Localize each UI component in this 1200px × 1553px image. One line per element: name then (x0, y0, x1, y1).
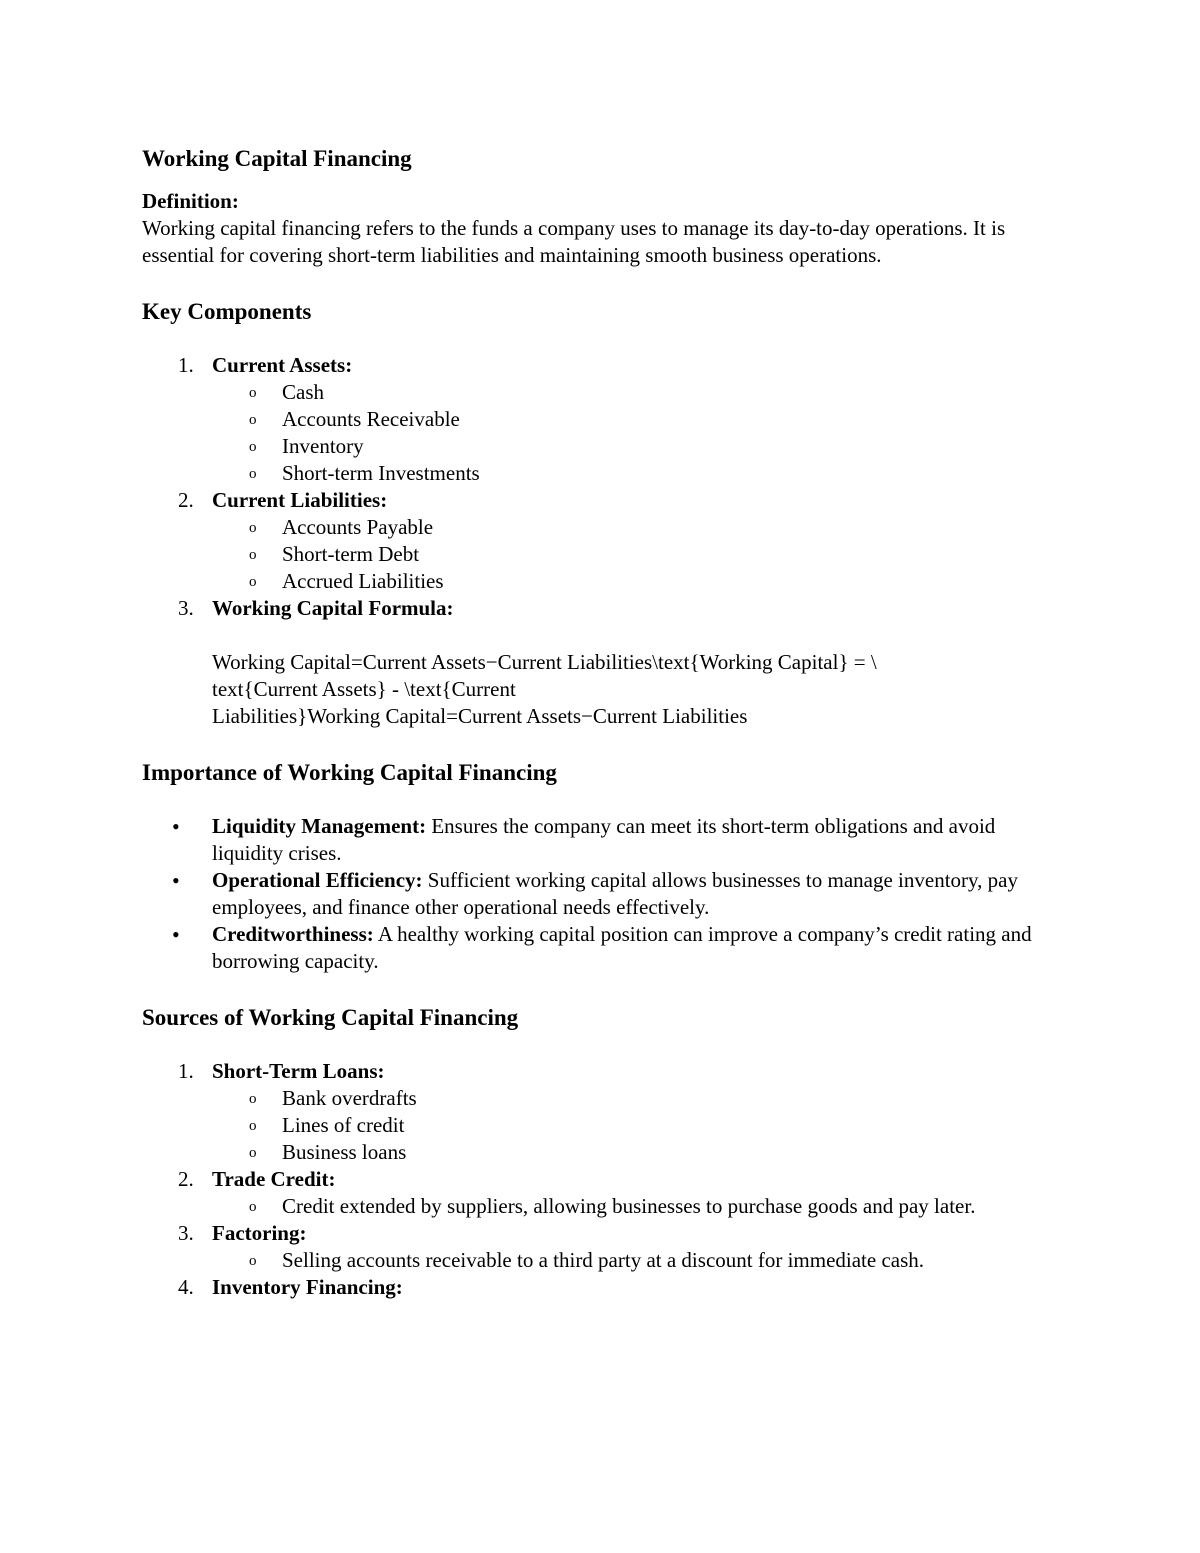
definition-text: Working capital financing refers to the funds a company uses to manage its day-to-day operations. It is essential for covering short-term liabilities and maintaining smooth business operations. (142, 216, 1006, 267)
sub-list-item-text: Selling accounts receivable to a third party at a discount for immediate cash. (282, 1248, 925, 1272)
bullet-item (142, 813, 1052, 867)
circle-bullet-icon: o (249, 547, 257, 563)
formula-block (212, 649, 1052, 730)
list-number: 1. (178, 353, 194, 377)
sub-list-item (142, 568, 1052, 595)
list-number: 3. (178, 1221, 194, 1245)
list-item (142, 1274, 1052, 1301)
key-components-list (142, 352, 1052, 730)
list-item-label: Trade Credit: (212, 1167, 336, 1191)
bullet-icon: • (172, 922, 180, 947)
definition-section (142, 188, 1052, 269)
importance-heading: Importance of Working Capital Financing (142, 760, 557, 785)
bullet-text: Ensures the company can meet its short-term obligations and avoid liquidity crises. (212, 814, 996, 865)
sub-list (212, 1085, 1052, 1166)
bullet-label: Operational Efficiency: (212, 868, 423, 892)
circle-bullet-icon: o (249, 520, 257, 536)
sub-list-item-text: Bank overdrafts (282, 1086, 417, 1110)
formula-line: Liabilities}Working Capital=Current Assets−Current Liabilities (212, 704, 748, 728)
circle-bullet-icon: o (249, 439, 257, 455)
formula-line: Working Capital=Current Assets−Current Liabilities\text{Working Capital} = \ (212, 650, 877, 674)
list-item-label: Working Capital Formula: (212, 596, 454, 620)
circle-bullet-icon: o (249, 412, 257, 428)
definition-label: Definition: (142, 189, 239, 213)
sub-list-item-text: Short-term Investments (282, 461, 480, 485)
sub-list-item (142, 541, 1052, 568)
bullet-item (142, 867, 1052, 921)
document-title: Working Capital Financing (142, 146, 412, 171)
sub-list-item-text: Cash (282, 380, 324, 404)
list-number: 2. (178, 1167, 194, 1191)
bullet-icon: • (172, 814, 180, 839)
list-item (142, 1166, 1052, 1220)
list-item (142, 595, 1052, 730)
circle-bullet-icon: o (249, 466, 257, 482)
circle-bullet-icon: o (249, 1199, 257, 1215)
sub-list-item (142, 514, 1052, 541)
sub-list-item (142, 379, 1052, 406)
bullet-item (142, 921, 1052, 975)
sub-list-item (142, 1247, 1052, 1274)
sub-list-item (142, 406, 1052, 433)
sub-list-item-text: Lines of credit (282, 1113, 405, 1137)
list-item-label: Inventory Financing: (212, 1275, 403, 1299)
sub-list (212, 379, 1052, 487)
list-number: 1. (178, 1059, 194, 1083)
list-number: 3. (178, 596, 194, 620)
key-components-heading: Key Components (142, 299, 312, 324)
list-item-label: Short-Term Loans: (212, 1059, 385, 1083)
list-item-label: Current Assets: (212, 353, 353, 377)
sub-list-item (142, 1139, 1052, 1166)
sub-list-item-text: Accrued Liabilities (282, 569, 444, 593)
sub-list (212, 1193, 1052, 1220)
bullet-text: A healthy working capital position can improve a company’s credit rating and borrowing capacity. (212, 922, 1032, 973)
bullet-icon: • (172, 868, 180, 893)
sub-list-item-text: Credit extended by suppliers, allowing businesses to purchase goods and pay later. (282, 1194, 976, 1218)
circle-bullet-icon: o (249, 1091, 257, 1107)
bullet-label: Creditworthiness: (212, 922, 374, 946)
sub-list-item (142, 433, 1052, 460)
list-item-label: Current Liabilities: (212, 488, 388, 512)
circle-bullet-icon: o (249, 1145, 257, 1161)
sub-list-item-text: Accounts Receivable (282, 407, 460, 431)
list-number: 2. (178, 488, 194, 512)
document-body (142, 144, 1052, 1301)
bullet-label: Liquidity Management: (212, 814, 427, 838)
sub-list-item-text: Business loans (282, 1140, 407, 1164)
sub-list-item-text: Accounts Payable (282, 515, 434, 539)
circle-bullet-icon: o (249, 1118, 257, 1134)
list-item (142, 352, 1052, 487)
sources-heading: Sources of Working Capital Financing (142, 1005, 519, 1030)
formula-line: text{Current Assets} - \text{Current (212, 677, 516, 701)
list-item-label: Factoring: (212, 1221, 307, 1245)
sub-list-item (142, 460, 1052, 487)
sub-list-item-text: Inventory (282, 434, 364, 458)
sub-list (212, 514, 1052, 595)
sub-list-item (142, 1193, 1052, 1220)
list-item (142, 1058, 1052, 1166)
circle-bullet-icon: o (249, 385, 257, 401)
circle-bullet-icon: o (249, 1253, 257, 1269)
list-number: 4. (178, 1275, 194, 1299)
sub-list-item (142, 1112, 1052, 1139)
importance-list (142, 813, 1052, 975)
circle-bullet-icon: o (249, 574, 257, 590)
bullet-text: Sufficient working capital allows businesses to manage inventory, pay employees, and finance other operational needs effectively. (212, 868, 1019, 919)
sources-list (142, 1058, 1052, 1301)
list-item (142, 487, 1052, 595)
list-item (142, 1220, 1052, 1274)
sub-list-item-text: Short-term Debt (282, 542, 420, 566)
sub-list-item (142, 1085, 1052, 1112)
sub-list (212, 1247, 1052, 1274)
